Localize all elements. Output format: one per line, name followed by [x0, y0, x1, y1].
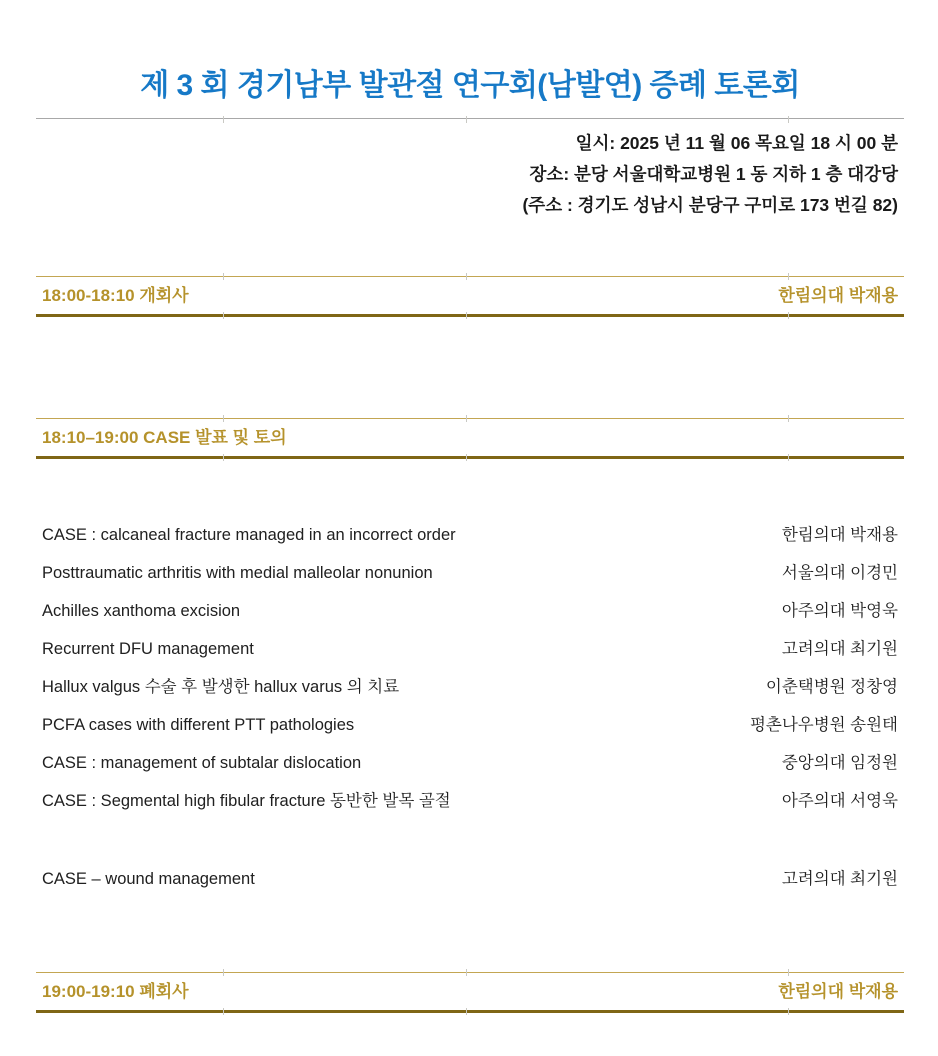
gridline-tick — [223, 415, 224, 422]
case-presenter: 아주의대 서영욱 — [781, 792, 898, 810]
case-presenter: 서울의대 이경민 — [781, 564, 898, 582]
case-row — [36, 592, 904, 630]
case-row — [36, 516, 904, 554]
case-presenter: 중앙의대 임정원 — [781, 754, 898, 772]
gridline-tick — [788, 969, 789, 976]
title-divider — [36, 118, 904, 119]
event-venue: 장소: 분당 서울대학교병원 1 동 지하 1 층 대강당 — [529, 164, 898, 184]
case-presenter: 고려의대 최기원 — [781, 640, 898, 658]
event-address: (주소 : 경기도 성남시 분당구 구미로 173 번길 82) — [522, 195, 898, 215]
gridline-tick — [788, 454, 789, 461]
session-opening-label: 18:00-18:10 개회사 — [42, 286, 189, 305]
case-row — [36, 554, 904, 592]
gridline-tick — [223, 454, 224, 461]
event-info — [36, 128, 904, 221]
session-opening — [36, 276, 904, 317]
case-title: CASE : calcaneal fracture managed in an incorrect order — [42, 526, 456, 544]
session-closing-label: 19:00-19:10 폐회사 — [42, 982, 189, 1001]
gridline-tick — [223, 1008, 224, 1015]
gridline-tick — [223, 116, 224, 123]
case-row — [36, 860, 904, 898]
case-row — [36, 668, 904, 706]
case-row — [36, 782, 904, 820]
event-datetime: 일시: 2025 년 11 월 06 목요일 18 시 00 분 — [575, 133, 898, 153]
gridline-tick — [788, 116, 789, 123]
case-title: Achilles xanthoma excision — [42, 602, 241, 620]
case-presenter: 이춘택병원 정창영 — [765, 678, 898, 696]
case-presenter: 고려의대 최기원 — [781, 870, 898, 888]
session-closing-presenter: 한림의대 박재용 — [778, 982, 898, 1001]
case-row — [36, 744, 904, 782]
gridline-tick — [466, 116, 467, 123]
session-case-label: 18:10–19:00 CASE 발표 및 토의 — [42, 428, 287, 447]
case-row — [36, 630, 904, 668]
gridline-tick — [466, 454, 467, 461]
case-title: Recurrent DFU management — [42, 640, 254, 658]
gridline-tick — [466, 273, 467, 280]
session-closing — [36, 972, 904, 1013]
case-title: Posttraumatic arthritis with medial malleolar nonunion — [42, 564, 433, 582]
case-presenter: 한림의대 박재용 — [781, 526, 898, 544]
gridline-tick — [788, 312, 789, 319]
case-presenter: 아주의대 박영욱 — [781, 602, 898, 620]
gridline-tick — [223, 312, 224, 319]
session-opening-presenter: 한림의대 박재용 — [778, 286, 898, 305]
case-row — [36, 706, 904, 744]
case-presenter: 평촌나우병원 송원태 — [749, 716, 898, 734]
session-case-presentation — [36, 418, 904, 459]
page-content — [36, 0, 904, 1056]
case-title: CASE : Segmental high fibular fracture 동반한 발목 골절 — [42, 792, 451, 810]
case-title: CASE – wound management — [42, 870, 255, 888]
gridline-tick — [466, 1008, 467, 1015]
gridline-tick — [788, 1008, 789, 1015]
case-title: Hallux valgus 수술 후 발생한 hallux varus 의 치료 — [42, 678, 400, 696]
case-title: PCFA cases with different PTT pathologies — [42, 716, 355, 734]
gridline-tick — [466, 312, 467, 319]
gridline-tick — [788, 273, 789, 280]
case-list — [36, 516, 904, 898]
gridline-tick — [466, 415, 467, 422]
gridline-tick — [466, 969, 467, 976]
gridline-tick — [223, 969, 224, 976]
page-title: 제 3 회 경기남부 발관절 연구회(남발연) 증례 토론회 — [140, 69, 800, 102]
gridline-tick — [223, 273, 224, 280]
case-title: CASE : management of subtalar dislocation — [42, 754, 362, 772]
gridline-tick — [788, 415, 789, 422]
